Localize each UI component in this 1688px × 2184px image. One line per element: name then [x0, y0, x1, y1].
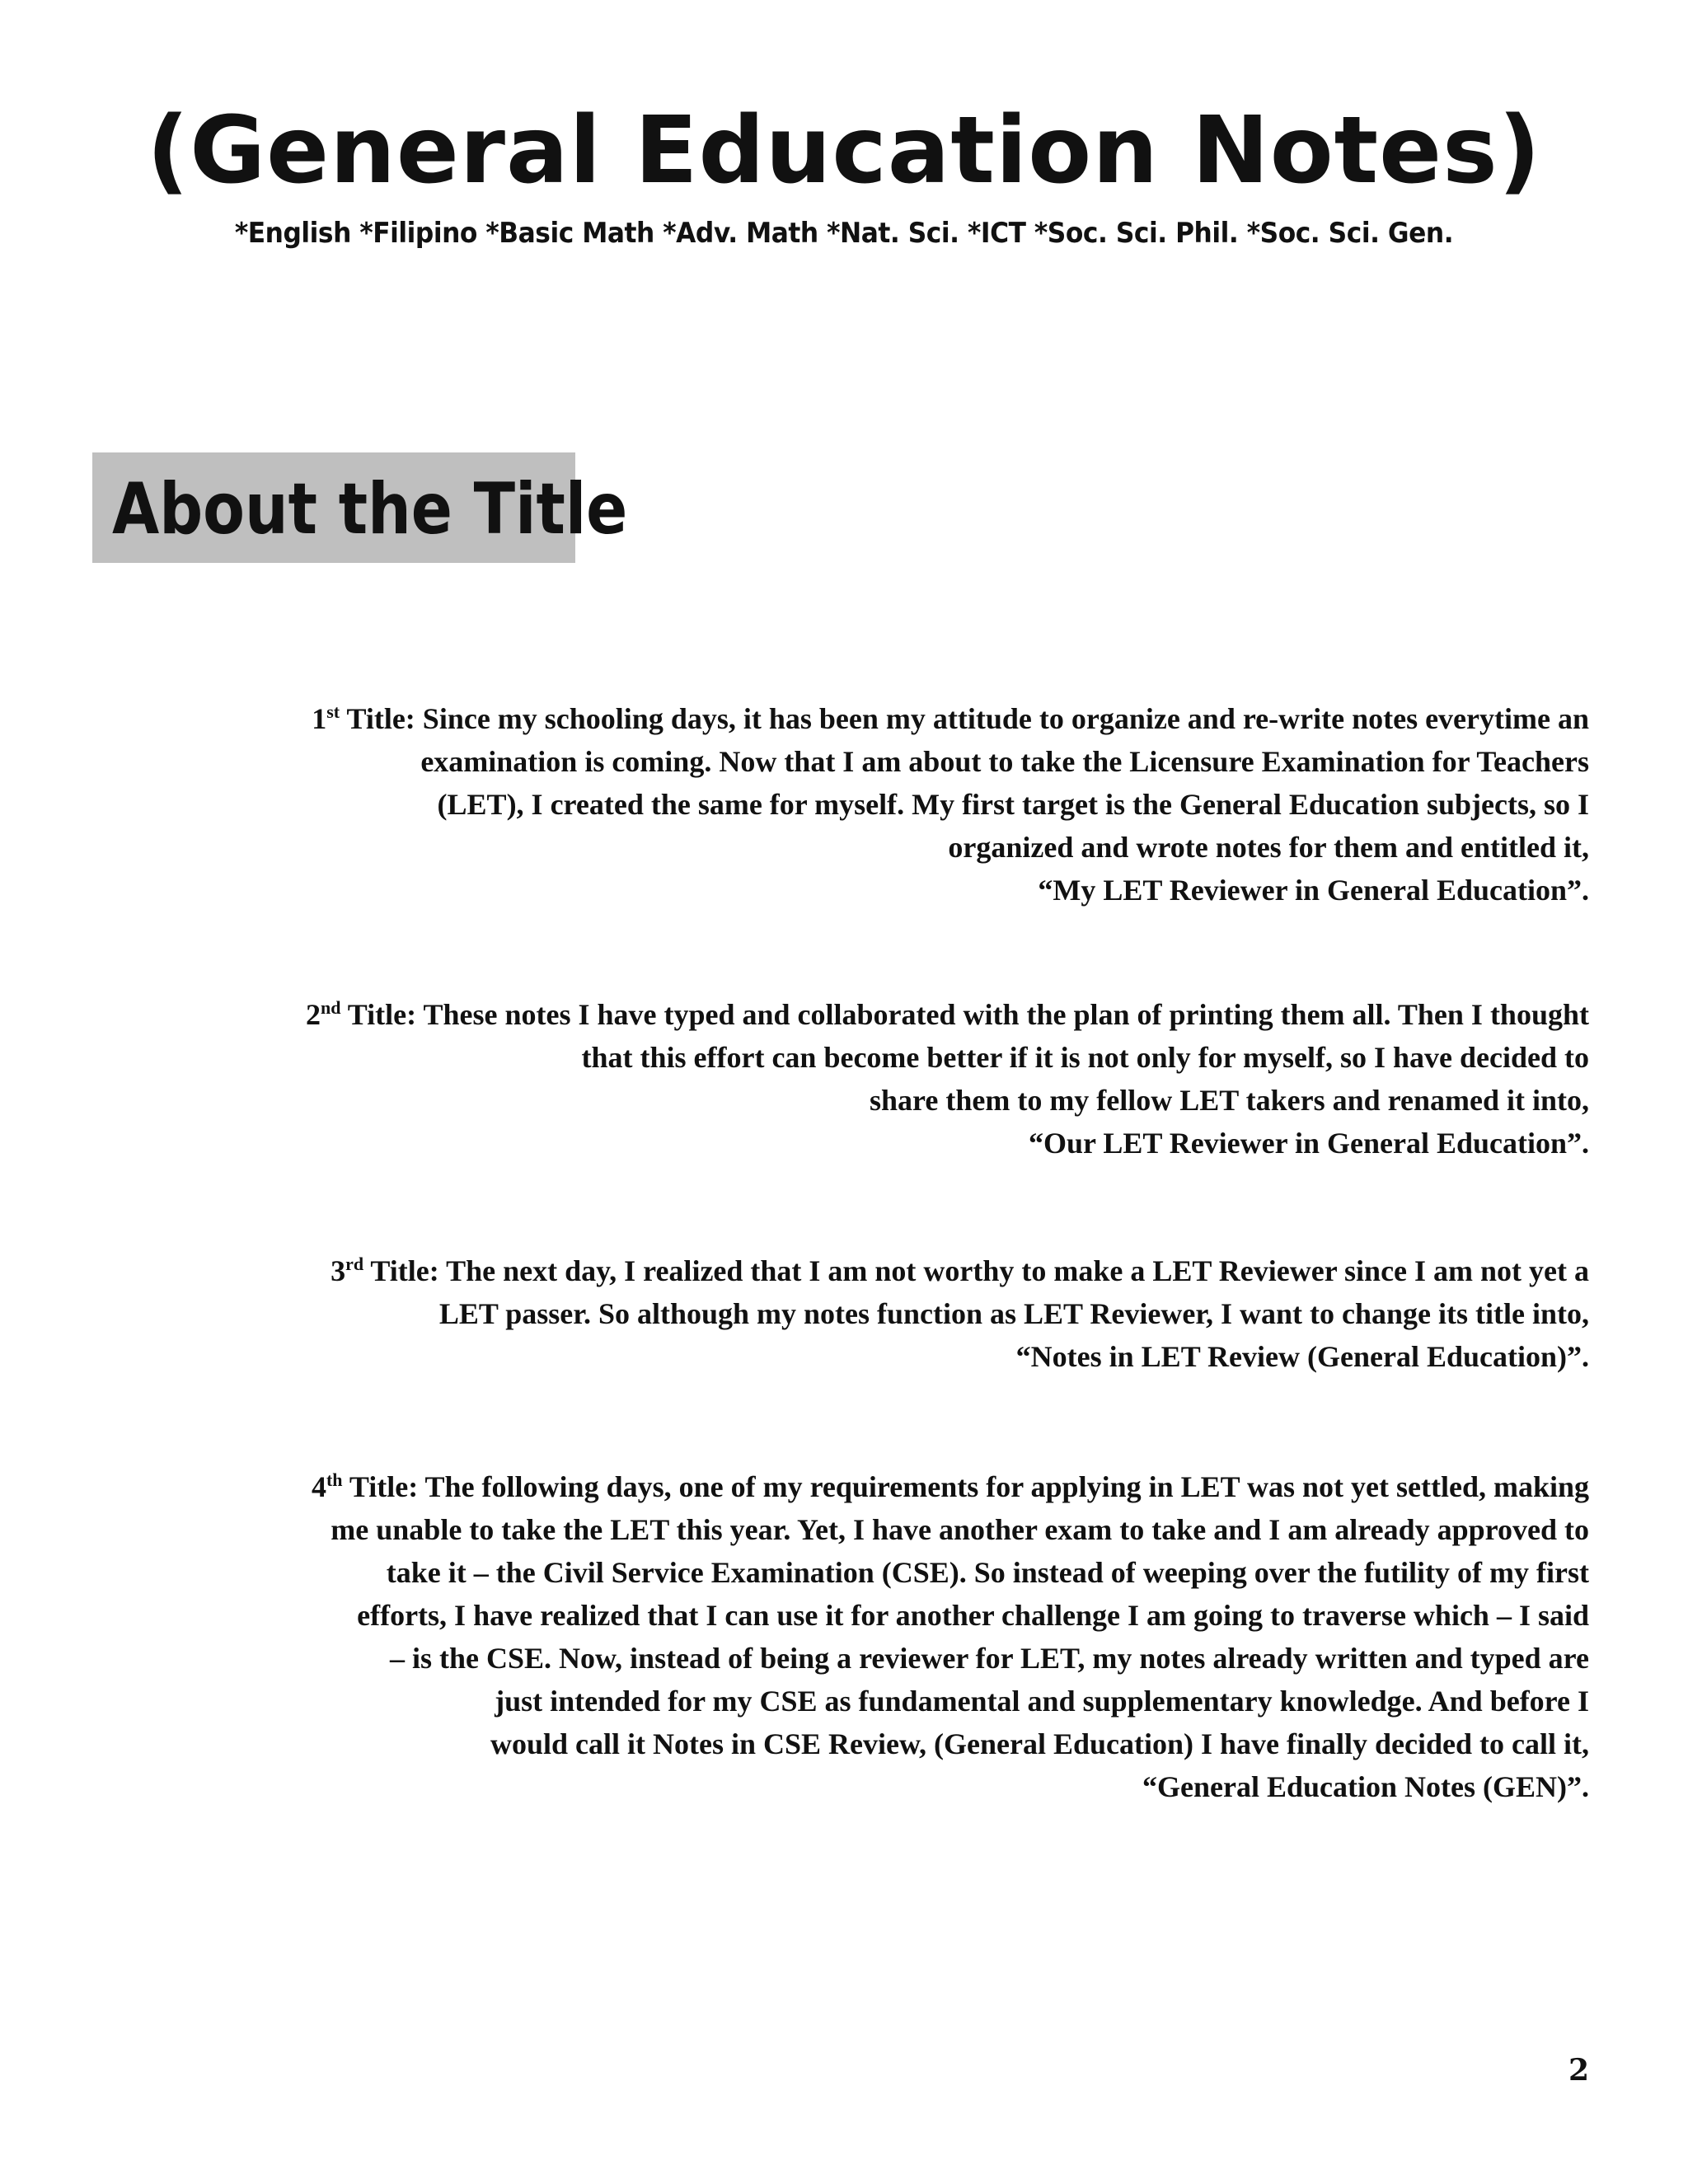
entry-label: 4th Title:	[311, 1469, 419, 1503]
entry-line: would call it Notes in CSE Review, (General Education) I have finally decided to call it,	[490, 1727, 1589, 1760]
section-heading: About the Title	[112, 468, 628, 551]
entry-line: organized and wrote notes for them and entitled it,	[948, 831, 1589, 864]
entry-line: efforts, I have realized that I can use it for another challenge I am going to traverse which – I said	[357, 1599, 1589, 1632]
entry-line: LET passer. So although my notes function as LET Reviewer, I want to change its title into,	[438, 1297, 1589, 1330]
title-entry-4	[106, 1465, 1589, 1808]
entry-line: 1st Title: Since my schooling days, it has been my attitude to organize and re-write notes everytime an	[312, 701, 1589, 735]
entry-label: 2nd Title:	[305, 997, 417, 1031]
entry-line: (LET), I created the same for myself. My first target is the General Education subjects, so I	[437, 788, 1589, 821]
entry-title-quote: “Notes in LET Review (General Education)”.	[1015, 1340, 1589, 1373]
entry-label: 1st Title:	[312, 701, 415, 735]
entry-line: 2nd Title: These notes I have typed and collaborated with the plan of printing them all. Then I thought	[305, 997, 1589, 1031]
section-heading-banner	[92, 452, 628, 563]
entry-line: – is the CSE. Now, instead of being a reviewer for LET, my notes already written and typed are	[390, 1642, 1589, 1675]
entry-line: share them to my fellow LET takers and renamed it into,	[870, 1084, 1589, 1117]
entry-line: take it – the Civil Service Examination (CSE). So instead of weeping over the futility of my first	[386, 1556, 1589, 1589]
entry-line: just intended for my CSE as fundamental and supplementary knowledge. And before I	[495, 1685, 1589, 1718]
entry-line: that this effort can become better if it is not only for myself, so I have decided to	[581, 1041, 1589, 1074]
entry-label: 3rd Title:	[331, 1254, 439, 1287]
document-title: (General Education Notes)	[147, 97, 1541, 204]
entry-title-quote: “My LET Reviewer in General Education”.	[1038, 874, 1589, 907]
entry-line: 3rd Title: The next day, I realized that I am not worthy to make a LET Reviewer since I am not yet a	[331, 1254, 1589, 1287]
entry-title-quote: “General Education Notes (GEN)”.	[1142, 1770, 1589, 1803]
entry-line: 4th Title: The following days, one of my requirements for applying in LET was not yet settled, making	[311, 1469, 1589, 1503]
subject-list: *English *Filipino *Basic Math *Adv. Math *Nat. Sci. *ICT *Soc. Sci. Phil. *Soc. Sci. Gen.	[234, 217, 1454, 250]
entry-line: me unable to take the LET this year. Yet, I have another exam to take and I am already approved to	[331, 1513, 1589, 1546]
title-entry-2	[106, 993, 1589, 1165]
page-number: 2	[1568, 2053, 1589, 2088]
entry-line: examination is coming. Now that I am about to take the Licensure Examination for Teachers	[420, 745, 1589, 778]
entry-title-quote: “Our LET Reviewer in General Education”.	[1028, 1127, 1589, 1160]
title-entry-1	[106, 697, 1589, 912]
title-entry-3	[106, 1249, 1589, 1378]
